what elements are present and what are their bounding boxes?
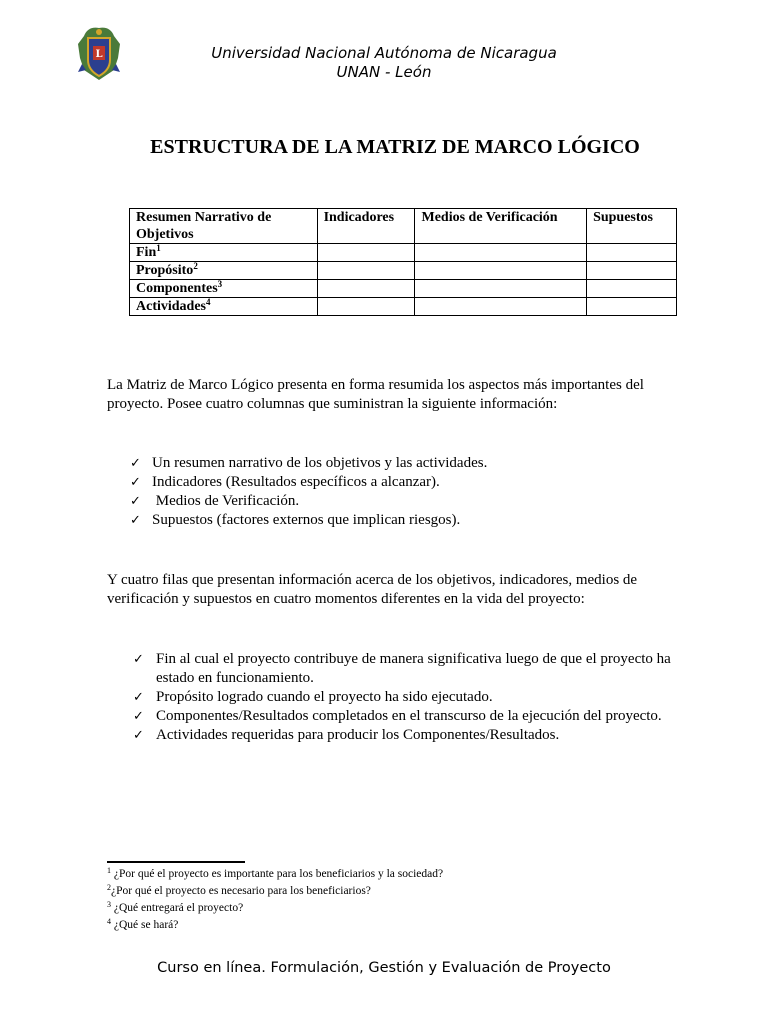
rows-list xyxy=(133,650,673,745)
checkmark-icon: ✓ xyxy=(133,728,144,743)
intro-paragraph: La Matriz de Marco Lógico presenta en forma resumida los aspectos más importantes del proyecto. Posee cuatro columnas que suministran la siguiente información: xyxy=(107,377,644,412)
row-label-proposito: Propósito$^2$ xyxy=(130,262,318,280)
list-item: ✓ Un resumen narrativo de los objetivos y las actividades. xyxy=(130,455,488,471)
row-label-fin: Fin$^1$ xyxy=(130,244,318,262)
university-header xyxy=(0,44,768,82)
checkmark-icon: ✓ xyxy=(130,494,141,509)
rows-intro-paragraph: Y cuatro filas que presentan información acerca de los objetivos, indicadores, medios de verificación y supuestos en cuatro momentos diferentes en la vida del proyecto: xyxy=(107,572,638,607)
checkmark-icon: ✓ xyxy=(130,456,141,471)
table-row xyxy=(130,262,677,280)
footnote-separator xyxy=(107,861,245,863)
col-header-resumen: Resumen Narrativo de Objetivos xyxy=(130,209,318,244)
list-item: ✓ Supuestos (factores externos que implican riesgos). xyxy=(130,512,461,528)
row-label-actividades: Actividades$^4$ xyxy=(130,298,318,316)
footnote-4: $^4$ ¿Qué se hará? xyxy=(107,917,179,931)
university-name: Universidad Nacional Autónoma de Nicaragua xyxy=(211,44,557,62)
table-cell xyxy=(415,244,587,262)
table-row xyxy=(130,280,677,298)
footnote-1: $^1$ ¿Por qué el proyecto es importante para los beneficiarios y la sociedad? xyxy=(107,866,444,880)
table-cell xyxy=(415,280,587,298)
list-item: ✓ Medios de Verificación. xyxy=(130,493,300,509)
checkmark-icon: ✓ xyxy=(133,709,144,724)
footnote-2: $^2$¿Por qué el proyecto es necesario para los beneficiarios? xyxy=(107,883,371,897)
list-item: ✓ Indicadores (Resultados específicos a alcanzar). xyxy=(130,474,440,490)
columns-list xyxy=(130,454,690,530)
table-cell xyxy=(317,298,415,316)
university-campus: UNAN - León xyxy=(336,63,432,81)
row-label-componentes: Componentes$^3$ xyxy=(130,280,318,298)
page-footer: Curso en línea. Formulación, Gestión y Evaluación de Proyecto xyxy=(157,960,611,976)
table-cell xyxy=(317,244,415,262)
table-cell xyxy=(587,244,677,262)
list-item: ✓ Fin al cual el proyecto contribuye de manera significativa luego de que el proyecto ha estado en funcionamiento. xyxy=(133,651,671,686)
list-item: ✓ Actividades requeridas para producir los Componentes/Resultados. xyxy=(133,727,560,743)
table-cell xyxy=(415,262,587,280)
col-header-indicadores: Indicadores xyxy=(317,209,415,244)
page-title: ESTRUCTURA DE LA MATRIZ DE MARCO LÓGICO xyxy=(150,136,640,158)
col-header-supuestos: Supuestos xyxy=(587,209,677,244)
list-item: ✓ Propósito logrado cuando el proyecto ha sido ejecutado. xyxy=(133,689,493,705)
table-cell xyxy=(587,298,677,316)
checkmark-icon: ✓ xyxy=(133,652,144,667)
table-cell xyxy=(317,262,415,280)
table-cell xyxy=(587,280,677,298)
svg-text:L: L xyxy=(95,49,103,60)
checkmark-icon: ✓ xyxy=(130,513,141,528)
table-cell xyxy=(415,298,587,316)
matrix-header-row xyxy=(130,209,677,244)
table-row xyxy=(130,244,677,262)
logical-framework-matrix xyxy=(129,208,677,316)
checkmark-icon: ✓ xyxy=(130,475,141,490)
list-item: ✓ Componentes/Resultados completados en el transcurso de la ejecución del proyecto. xyxy=(133,708,662,724)
table-row xyxy=(130,298,677,316)
table-cell xyxy=(587,262,677,280)
footnotes xyxy=(107,866,443,934)
checkmark-icon: ✓ xyxy=(133,690,144,705)
footnote-3: $^3$ ¿Qué entregará el proyecto? xyxy=(107,900,244,914)
col-header-medios: Medios de Verificación xyxy=(415,209,587,244)
table-cell xyxy=(317,280,415,298)
